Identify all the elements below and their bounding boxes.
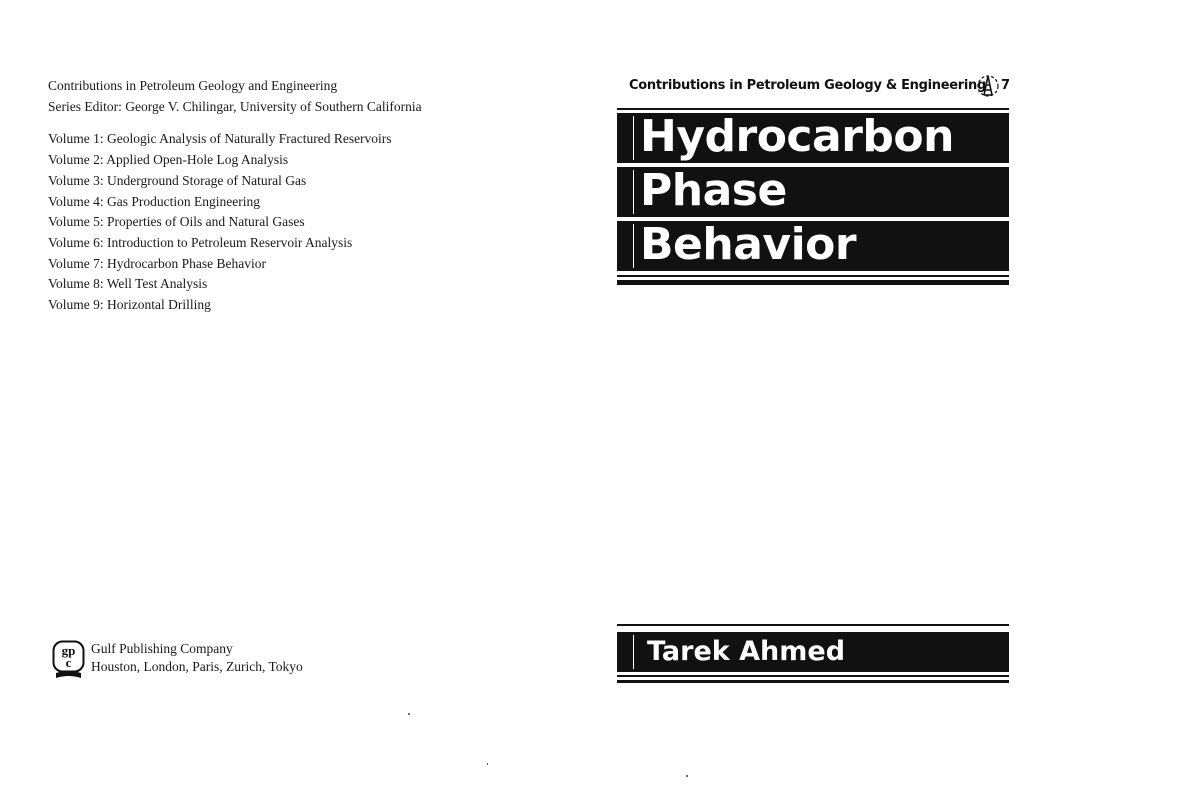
- volume-item: Volume 7: Hydrocarbon Phase Behavior: [48, 255, 266, 271]
- title-bottom-rule: [617, 275, 1009, 277]
- svg-text:c: c: [65, 655, 72, 670]
- svg-text:gp: gp: [61, 643, 76, 658]
- publisher-text: [91, 640, 303, 676]
- scan-speck: [686, 775, 688, 777]
- oil-derrick-icon: [977, 73, 999, 99]
- author-name: Tarek Ahmed: [647, 636, 846, 667]
- author-bottom-bar: [617, 680, 1009, 683]
- publisher-locations: Houston, London, Paris, Zurich, Tokyo: [91, 659, 303, 674]
- volume-item: Volume 1: Geologic Analysis of Naturally Fractured Reservoirs: [48, 131, 392, 147]
- title-stub: [617, 113, 632, 163]
- author-top-rule: [617, 624, 1009, 626]
- author-bottom-rule: [617, 675, 1009, 677]
- publisher-imprint: [52, 640, 452, 680]
- volume-item: Volume 2: Applied Open-Hole Log Analysis: [48, 152, 289, 168]
- cover-volume-number: 7: [1001, 78, 1011, 93]
- title-bar: [632, 113, 1009, 163]
- author-stub: [617, 632, 632, 672]
- volume-item: Volume 3: Underground Storage of Natural Gas: [48, 172, 307, 188]
- scan-speck: [408, 713, 410, 715]
- publisher-name: Gulf Publishing Company: [91, 641, 233, 656]
- series-info: [48, 76, 568, 117]
- author-bar: [632, 632, 1009, 672]
- title-line: Hydrocarbon: [640, 111, 954, 162]
- volume-item: Volume 6: Introduction to Petroleum Reservoir Analysis: [48, 234, 353, 250]
- series-title: Contributions in Petroleum Geology and Engineering: [48, 78, 338, 93]
- volume-item: Volume 9: Horizontal Drilling: [48, 297, 211, 313]
- volume-list: [48, 129, 568, 315]
- volume-item: Volume 8: Well Test Analysis: [48, 276, 208, 292]
- cover-author-block: [617, 624, 1009, 684]
- left-page: [48, 76, 568, 316]
- volume-item: Volume 4: Gas Production Engineering: [48, 193, 260, 209]
- publisher-logo-icon: [52, 640, 85, 680]
- title-line: Phase: [640, 165, 787, 216]
- cover-title-block: [617, 108, 1009, 286]
- cover-series-title: Contributions in Petroleum Geology & Engineering: [629, 78, 987, 93]
- title-bottom-bar: [617, 280, 1009, 285]
- title-bar: [632, 167, 1009, 217]
- series-editor: Series Editor: George V. Chilingar, University of Southern California: [48, 98, 422, 114]
- title-line: Behavior: [640, 219, 857, 270]
- volume-item: Volume 5: Properties of Oils and Natural Gases: [48, 214, 305, 230]
- title-bar: [632, 221, 1009, 271]
- title-stub: [617, 167, 632, 217]
- scan-speck: [487, 763, 488, 765]
- title-stub: [617, 221, 632, 271]
- cover-series-header: [629, 73, 1019, 99]
